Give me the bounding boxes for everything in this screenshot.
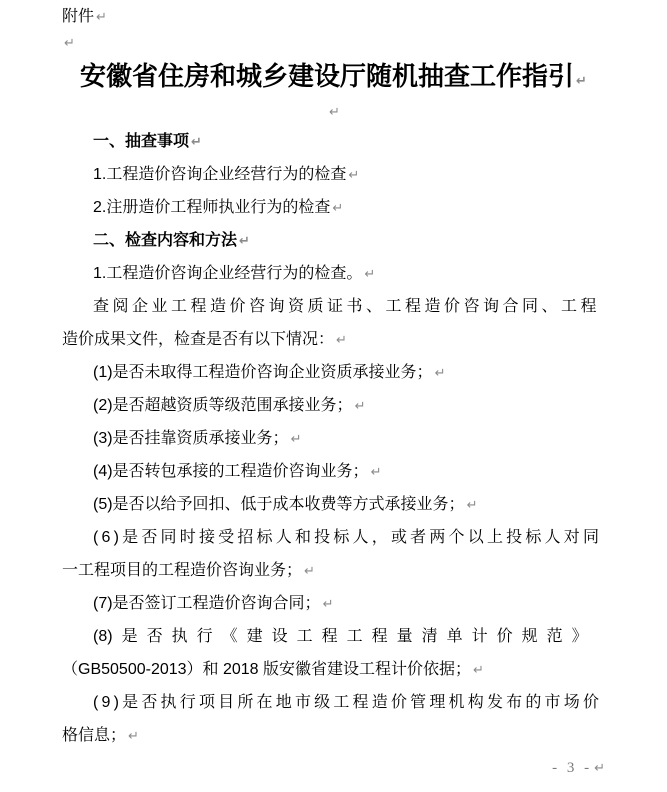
paragraph-mark-icon: ↵ <box>96 10 107 25</box>
body-text: 1.工程造价咨询企业经营行为的检查 <box>93 166 347 183</box>
section-heading-text: 一、抽查事项 <box>93 133 190 150</box>
body-text: (1)是否未取得工程造价咨询企业资质承接业务； <box>93 364 433 381</box>
attachment-label: 附件 <box>62 8 95 25</box>
paragraph-mark-icon: ↵ <box>473 663 484 678</box>
paragraph-mark-icon: ↵ <box>64 36 75 51</box>
list-item <box>62 356 605 389</box>
paragraph-mark-icon: ↵ <box>348 168 360 183</box>
section-heading-text: 二、检查内容和方法 <box>93 232 238 249</box>
list-item <box>62 488 605 521</box>
body-line <box>62 290 605 323</box>
blank-line <box>62 33 605 53</box>
blank-line <box>62 99 605 125</box>
paragraph-mark-icon: ↵ <box>304 564 315 579</box>
document-content <box>62 0 605 778</box>
body-text: 是否执行《建设工程工程量清单计价规范》 <box>121 628 597 645</box>
paragraph-mark-icon: ↵ <box>239 234 250 249</box>
body-line <box>62 257 605 290</box>
document-title: 安徽省住房和城乡建设厅随机抽查工作指引 <box>80 61 575 91</box>
list-item <box>62 422 605 455</box>
paragraph-mark-icon: ↵ <box>354 399 366 414</box>
paragraph-mark-icon: ↵ <box>191 135 202 150</box>
section-heading-1 <box>62 125 605 158</box>
body-line <box>62 323 605 356</box>
paragraph-mark-icon: ↵ <box>290 432 302 447</box>
list-item <box>62 158 605 191</box>
paragraph-mark-icon: ↵ <box>128 729 139 744</box>
paragraph-mark-icon: ↵ <box>434 366 446 381</box>
body-line <box>62 653 605 686</box>
paragraph-mark-icon: ↵ <box>329 105 340 120</box>
list-item <box>62 620 605 653</box>
list-item <box>62 686 605 719</box>
list-item <box>62 389 605 422</box>
body-text: (3)是否挂靠资质承接业务； <box>93 430 289 447</box>
body-text: (2)是否超越资质等级范围承接业务； <box>93 397 353 414</box>
body-text: 2.注册造价工程师执业行为的检查 <box>93 199 331 216</box>
list-item <box>62 191 605 224</box>
list-item <box>62 455 605 488</box>
page-footer <box>62 758 605 778</box>
list-item-number: (8) <box>93 628 113 645</box>
paragraph-mark-icon: ↵ <box>364 267 376 282</box>
body-text: 造价成果文件，检查是否有以下情况： <box>62 331 335 348</box>
list-item <box>62 521 605 554</box>
attachment-label-line <box>62 0 605 33</box>
body-text: 查阅企业工程造价咨询资质证书、工程造价咨询合同、工程 <box>93 298 601 315</box>
body-text: (9)是否执行项目所在地市级工程造价管理机构发布的市场价 <box>93 694 603 711</box>
body-text: 格信息； <box>62 727 127 744</box>
document-title-line <box>62 53 605 99</box>
body-text: （GB50500-2013）和 2018 版安徽省建设工程计价依据； <box>62 661 472 678</box>
body-line <box>62 719 605 752</box>
list-item <box>62 587 605 620</box>
paragraph-mark-icon: ↵ <box>322 597 334 612</box>
body-text: (4)是否转包承接的工程造价咨询业务； <box>93 463 369 480</box>
body-text: (7)是否签订工程造价咨询合同； <box>93 595 321 612</box>
body-text: (6)是否同时接受招标人和投标人，或者两个以上投标人对同 <box>93 529 603 546</box>
page-number: - 3 - <box>552 760 593 776</box>
body-text: 1.工程造价咨询企业经营行为的检查。 <box>93 265 363 282</box>
body-text: 一工程项目的工程造价咨询业务； <box>62 562 303 579</box>
paragraph-mark-icon: ↵ <box>336 333 347 348</box>
paragraph-mark-icon: ↵ <box>370 465 382 480</box>
paragraph-mark-icon: ↵ <box>332 201 344 216</box>
body-line <box>62 554 605 587</box>
paragraph-mark-icon: ↵ <box>466 498 478 513</box>
paragraph-mark-icon: ↵ <box>576 74 587 89</box>
body-text: (5)是否以给予回扣、低于成本收费等方式承接业务； <box>93 496 465 513</box>
paragraph-mark-icon: ↵ <box>594 761 605 776</box>
section-heading-2 <box>62 224 605 257</box>
